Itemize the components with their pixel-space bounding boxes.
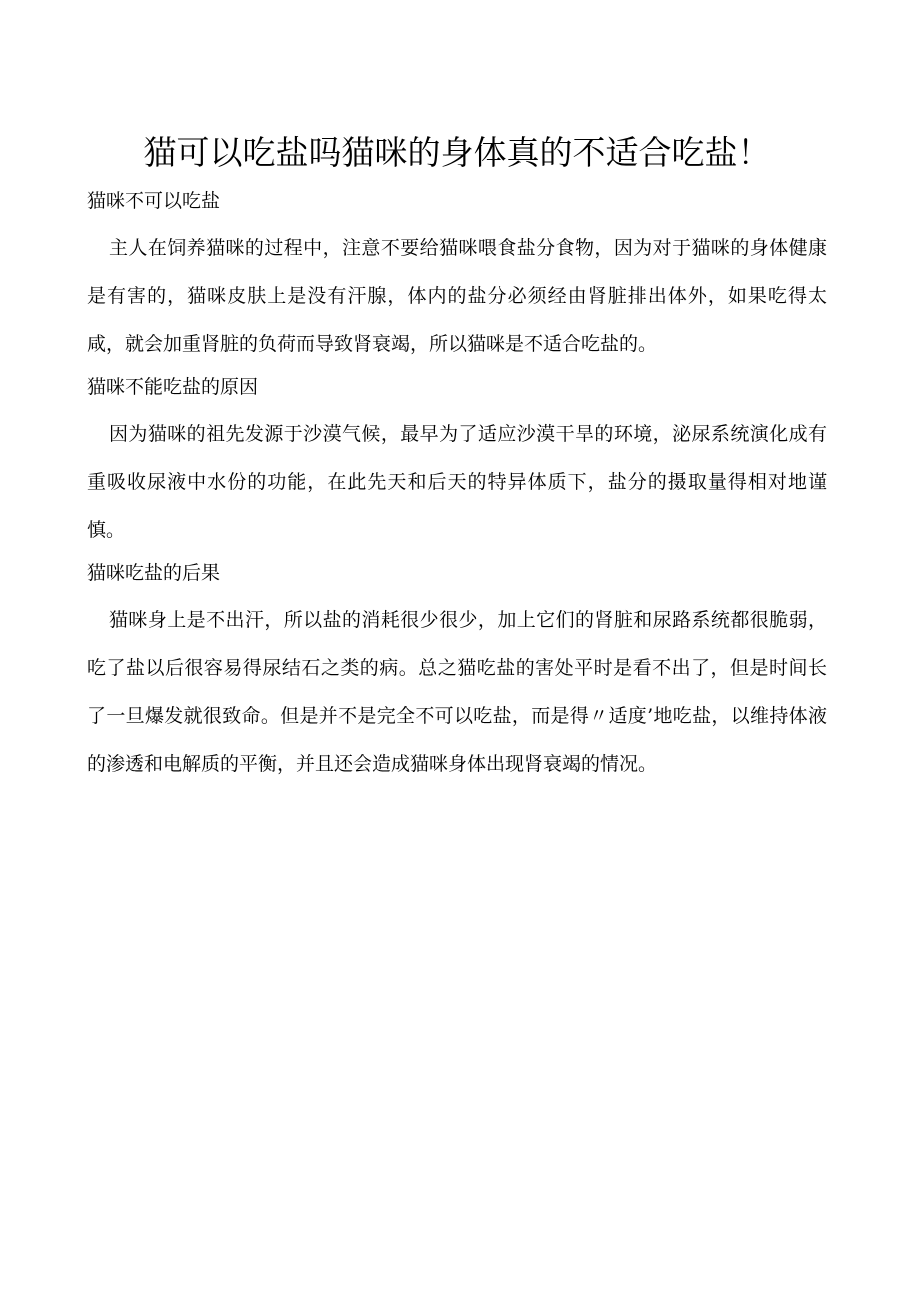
- section-heading: 猫咪吃盐的后果: [87, 562, 221, 584]
- section-paragraph: 主人在饲养猫咪的过程中，注意不要给猫咪喂食盐分食物，因为对于猫咪的身体健康是有害的，猫咪皮肤上是没有汗腺，体内的盐分必须经由肾脏排出体外，如果吃得太咸，就会加重肾脏的负荷而导致肾衰竭，所以猫咪是不适合吃盐的。: [87, 237, 827, 355]
- section-reason: [87, 372, 827, 554]
- document-body: [87, 128, 827, 788]
- section-no-salt: [87, 186, 827, 368]
- section-paragraph: 因为猫咪的祖先发源于沙漠气候，最早为了适应沙漠干旱的环境，泌尿系统演化成有重吸收尿液中水份的功能，在此先天和后天的特异体质下，盐分的摄取量得相对地谨慎。: [87, 423, 827, 541]
- section-consequence: [87, 558, 827, 788]
- document-title: 猫可以吃盐吗猫咪的身体真的不适合吃盐！: [143, 133, 771, 172]
- section-heading: 猫咪不能吃盐的原因: [87, 376, 259, 398]
- section-heading: 猫咪不可以吃盐: [87, 190, 221, 212]
- section-paragraph: 猫咪身上是不出汗，所以盐的消耗很少很少，加上它们的肾脏和尿路系统都很脆弱，吃了盐以后很容易得尿结石之类的病。总之猫吃盐的害处平时是看不出了，但是时间长了一旦爆发就很致命。但是并不是完全不可以吃盐，而是得〃适度’地吃盐，以维持体液的渗透和电解质的平衡，并且还会造成猫咪身体出现肾衰竭的情况。: [87, 609, 827, 775]
